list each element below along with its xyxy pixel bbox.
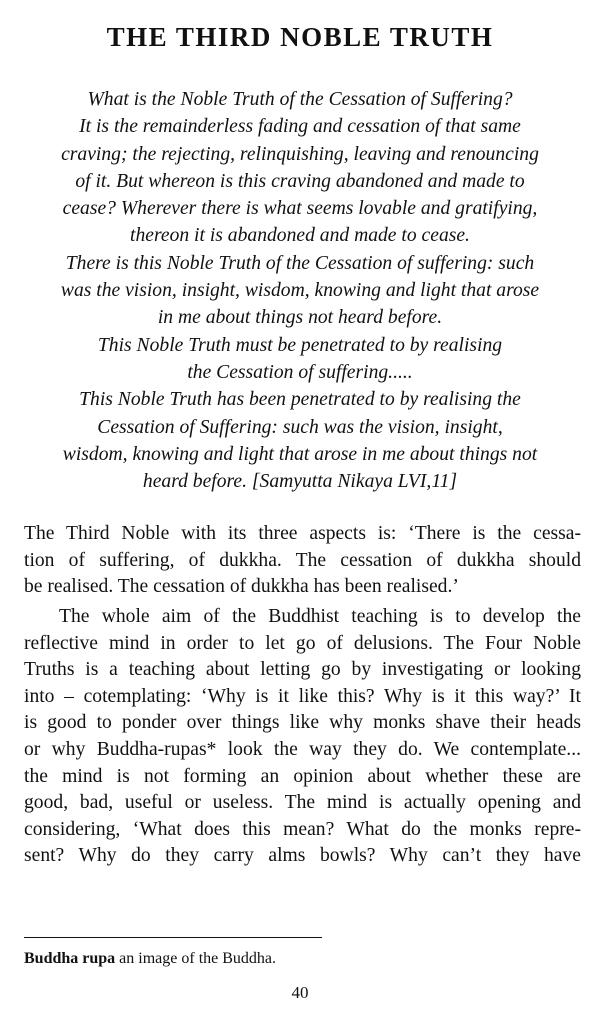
quote-line: This Noble Truth must be penetrated to by realising [97,334,503,356]
footnote-divider [24,937,322,938]
quote-line: craving; the rejecting, relinquishing, leaving and renouncing [61,143,539,165]
quote-line: This Noble Truth has been penetrated to by realising the [79,389,521,411]
quote-line: wisdom, knowing and light that arose in me about things not [62,443,538,465]
page-number: 40 [291,983,309,1002]
paragraph-line: be realised. The cessation of dukkha has been realised.’ [24,576,459,598]
quote-line: was the vision, insight, wisdom, knowing and light that arose [60,280,540,302]
quote-line: It is the remainderless fading and cessation of that same [79,116,521,138]
quote-line: cease? Wherever there is what seems lovable and gratifying, [62,198,538,220]
scripture-quote [18,86,582,495]
quote-line: in me about things not heard before. [157,307,443,329]
paragraph-line: The Third Noble with its three aspects is: ‘There is the cessa- [24,523,581,544]
paragraph-line: The whole aim of the Buddhist teaching is to develop the [59,606,581,627]
quote-line: of it. But whereon is this craving abandoned and made to [75,170,525,192]
paragraph-line: sent? Why do they carry alms bowls? Why can’t they have [24,845,581,867]
paragraph-line: good, bad, useful or useless. The mind is actually opening and [24,792,581,814]
paragraph-line: reflective mind in order to let go of delusions. The Four Noble [24,632,581,654]
body-paragraph-2 [24,604,581,870]
footnote-term: Buddha rupa [24,950,116,967]
footnote-definition: an image of the Buddha. [115,950,277,967]
chapter-title: THE THIRD NOBLE TRUTH [106,22,494,52]
quote-line: the Cessation of suffering..... [187,361,413,383]
paragraph-line: tion of suffering, of dukkha. The cessation of dukkha should [24,549,581,571]
paragraph-line: into – cotemplating: ‘Why is it like this? Why is it this way?’ It [24,685,581,707]
paragraph-line: or why Buddha-rupas* look the way they do. We contemplate... [24,738,581,760]
quote-line: Cessation of Suffering: such was the vision, insight, [97,416,503,438]
paragraph-line: considering, ‘What does this mean? What do the monks repre- [24,818,581,840]
quote-line: What is the Noble Truth of the Cessation of Suffering? [87,89,513,110]
paragraph-line: is good to ponder over things like why monks shave their heads [24,712,581,734]
paragraph-line: the mind is not forming an opinion about whether these are [24,765,581,787]
quote-line: There is this Noble Truth of the Cessation of suffering: such [65,252,535,274]
paragraph-line: Truths is a teaching about letting go by investigating or looking [24,659,581,681]
footnote [24,950,276,968]
quote-line: thereon it is abandoned and made to cease. [130,225,470,247]
quote-line: heard before. [Samyutta Nikaya LVI,11] [142,471,458,493]
body-paragraph-1 [24,521,581,601]
